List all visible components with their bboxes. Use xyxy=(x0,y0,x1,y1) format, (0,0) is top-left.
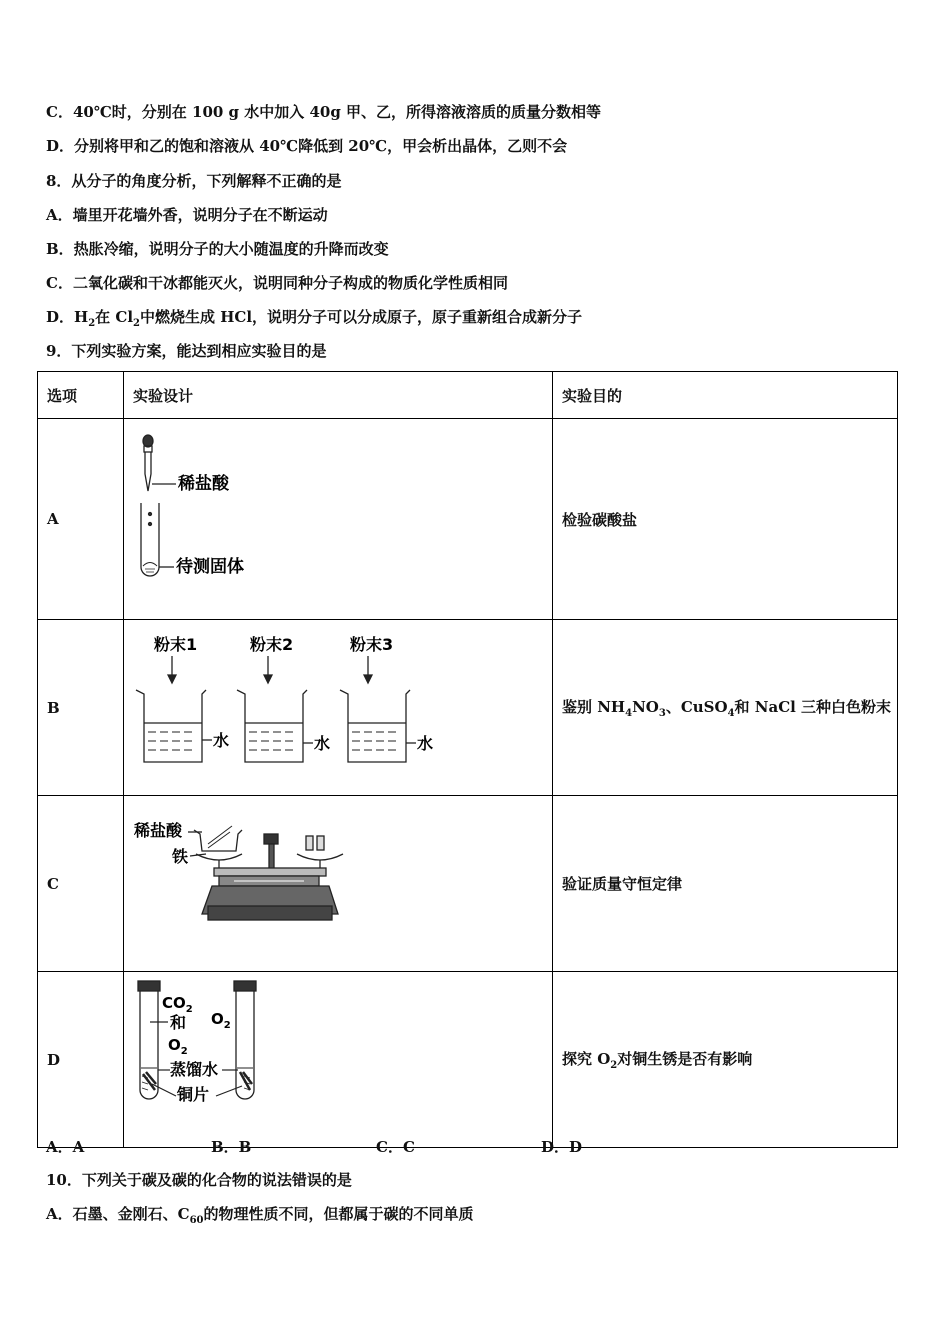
option-d: D．D xyxy=(541,1138,583,1156)
arrow-icons xyxy=(168,656,372,683)
line-c-option: C．40℃时，分别在 100 g 水中加入 40g 甲、乙，所得溶液溶质的质量分数相等 xyxy=(46,103,602,121)
subscript: 2 xyxy=(88,318,96,329)
table-header-row xyxy=(38,372,898,419)
beaker-icon xyxy=(237,690,313,762)
table-row xyxy=(38,796,898,972)
test-tube-icon xyxy=(141,503,159,576)
label-co2: $CO_2$ xyxy=(162,994,193,1015)
row-option: B xyxy=(38,620,124,796)
text: 、CuSO xyxy=(665,698,728,716)
text: 和 NaCl 三种白色粉末 xyxy=(734,698,892,716)
row-purpose: 检验碳酸盐 xyxy=(553,419,898,620)
text: 中燃烧生成 HCl，说明分子可以分成原子，原子重新组合成新分子 xyxy=(139,308,583,326)
subscript: 2 xyxy=(133,318,140,329)
table-row xyxy=(38,620,898,796)
question-9: 9．下列实验方案，能达到相应实验目的是 xyxy=(46,342,327,360)
label-water-1: 水 xyxy=(213,731,230,750)
text: 在 Cl xyxy=(95,308,134,326)
row-purpose: 验证质量守恒定律 xyxy=(553,796,898,972)
label-and: 和 xyxy=(170,1013,187,1032)
experiment-table xyxy=(37,371,898,1148)
subscript: 3 xyxy=(658,708,666,719)
dropper-test-tube-diagram xyxy=(124,419,552,615)
label-o2-right: $O_2$ xyxy=(211,1010,231,1031)
text: 对铜生锈是否有影响 xyxy=(617,1050,753,1068)
row-option: A xyxy=(38,419,124,620)
label-dilute-hcl: 稀盐酸 xyxy=(178,474,229,494)
row-option: D xyxy=(38,972,124,1148)
label-powder-2: 粉末2 xyxy=(250,635,294,654)
balance-icon xyxy=(188,826,343,920)
option-c: C．C xyxy=(376,1138,415,1156)
row-purpose xyxy=(553,972,898,1148)
subscript: 2 xyxy=(610,1060,618,1071)
subscript: 4 xyxy=(727,708,735,719)
header-option: 选项 xyxy=(38,372,124,419)
question-8: 8．从分子的角度分析，下列解释不正确的是 xyxy=(46,172,342,190)
text: 的物理性质不同，但都属于碳的不同单质 xyxy=(203,1205,474,1223)
question-8-option-c: C．二氧化碳和干冰都能灭火，说明同种分子构成的物质化学性质相同 xyxy=(46,274,508,292)
label-powder-1: 粉末1 xyxy=(154,635,198,654)
three-beakers-diagram xyxy=(124,620,552,791)
option-a: A．A xyxy=(46,1138,85,1156)
question-8-option-d xyxy=(46,307,582,334)
test-tube-icon xyxy=(234,981,256,1099)
text: D．H xyxy=(46,308,89,326)
design-figure-d xyxy=(124,972,553,1148)
text: 探究 O xyxy=(562,1050,611,1068)
option-b: B．B xyxy=(211,1138,252,1156)
question-8-option-a: A．墙里开花墙外香，说明分子在不断运动 xyxy=(46,206,328,224)
label-water-2: 水 xyxy=(314,734,331,753)
header-purpose: 实验目的 xyxy=(553,372,898,419)
table-row xyxy=(38,972,898,1148)
label-copper-sheet: 铜片 xyxy=(177,1085,210,1104)
design-figure-b xyxy=(124,620,553,796)
subscript: 60 xyxy=(189,1215,204,1226)
label-test-solid: 待测固体 xyxy=(176,557,244,577)
label-powder-3: 粉末3 xyxy=(350,635,394,654)
beaker-icon xyxy=(340,690,416,762)
question-10-option-a xyxy=(46,1204,474,1231)
beaker-icon xyxy=(136,690,212,762)
question-10: 10．下列关于碳及碳的化合物的说法错误的是 xyxy=(46,1171,352,1189)
text: NO xyxy=(632,698,659,716)
question-9-options xyxy=(46,1136,746,1158)
row-option: C xyxy=(38,796,124,972)
label-water-3: 水 xyxy=(417,734,434,753)
label-iron: 铁 xyxy=(172,847,189,866)
text: A．石墨、金刚石、C xyxy=(46,1205,190,1223)
label-dilute-hcl: 稀盐酸 xyxy=(134,821,183,840)
subscript: 4 xyxy=(625,708,633,719)
table-row xyxy=(38,419,898,620)
label-distilled-water: 蒸馏水 xyxy=(170,1060,219,1079)
text: 鉴别 NH xyxy=(562,698,626,716)
line-d-option: D．分别将甲和乙的饱和溶液从 40℃降低到 20℃，甲会析出晶体，乙则不会 xyxy=(46,137,568,155)
balance-diagram xyxy=(124,796,552,967)
design-figure-c xyxy=(124,796,553,972)
copper-rust-diagram xyxy=(124,972,552,1143)
question-8-option-b: B．热胀冷缩，说明分子的大小随温度的升降而改变 xyxy=(46,240,389,258)
row-purpose xyxy=(553,620,898,796)
header-design: 实验设计 xyxy=(124,372,553,419)
label-o2-left: $O_2$ xyxy=(168,1036,188,1057)
dropper-icon xyxy=(143,435,153,491)
design-figure-a xyxy=(124,419,553,620)
test-tube-icon xyxy=(138,981,160,1099)
